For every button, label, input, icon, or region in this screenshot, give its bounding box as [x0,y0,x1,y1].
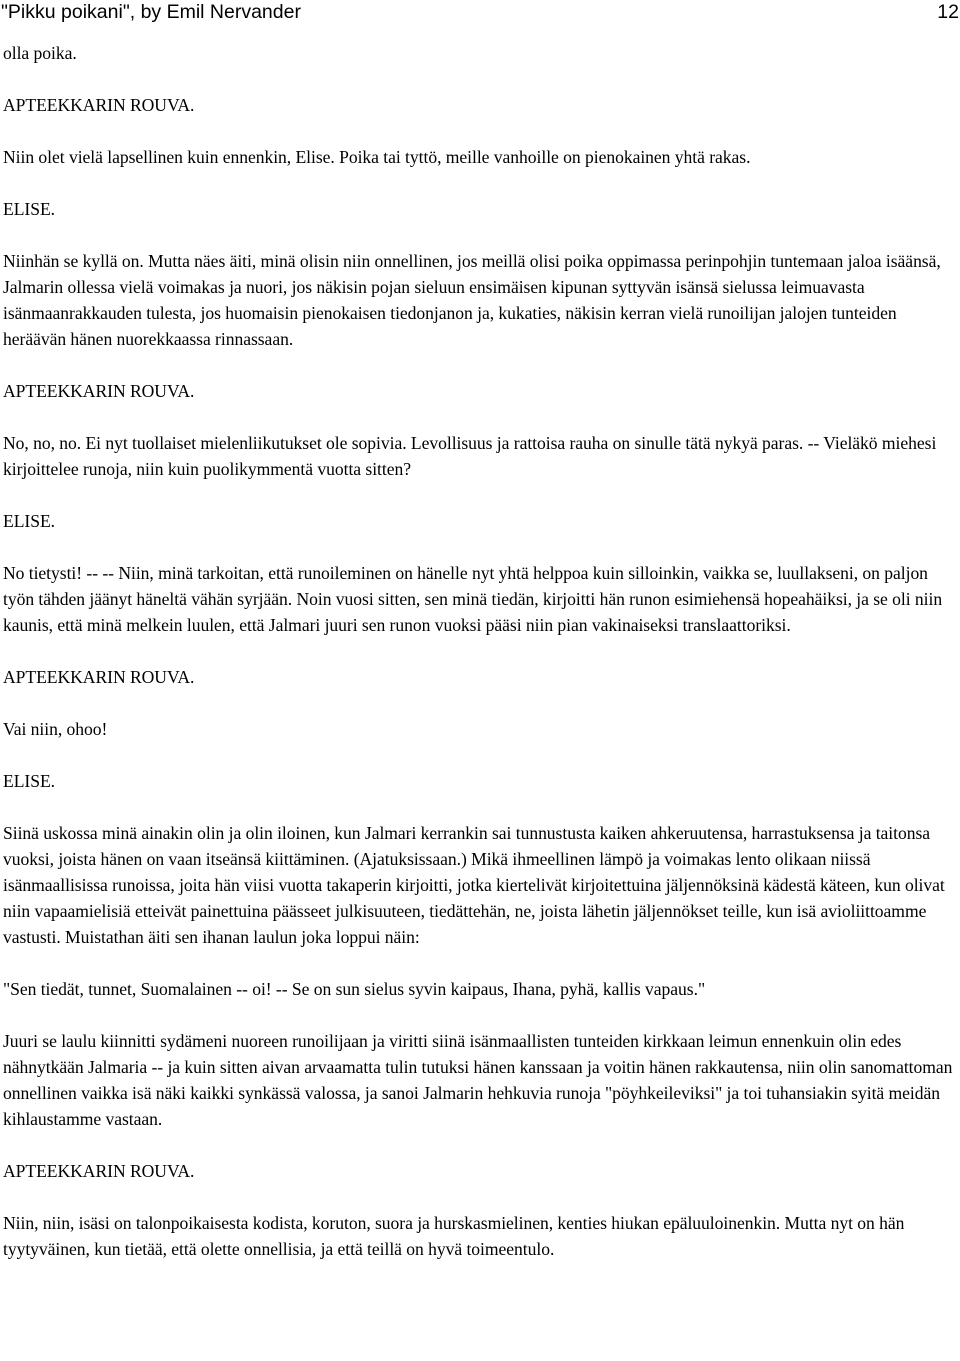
dialogue-paragraph: Juuri se laulu kiinnitti sydämeni nuoreen runoilijaan ja viritti siinä isänmaallisten tunteiden kirkkaan leimun ennenkuin olin edes nähnytkään Jalmaria -- ja kuin sitten aivan arvaamatta tulin tutuksi hänen kanssaan ja voitin hänen rakkautensa, niin olin sanomattoman onnellinen vaikka isä näki kaikki synkässä valossa, ja sanoi Jalmarin hehkuvia runoja "pöyhkeileviksi" ja toi tuhansiakin syitä meidän kihlaustamme vastaan. [3,1031,953,1129]
running-title: "Pikku poikani", by Emil Nervander [1,1,301,23]
dialogue-paragraph: Niinhän se kyllä on. Mutta näes äiti, minä olisin niin onnellinen, jos meillä olisi poika oppimassa perinpohjin tuntemaan jaloa isäänsä, Jalmarin ollessa vielä voimakas ja nuori, jos näkisin pojan sieluun ensimäisen kipunan syttyvän isänsä sielussa leimuavasta isänmaanrakkauden tulesta, jos huomaisin pienokaisen tiedonjanon ja, kukaties, näkisin kerran vielä runoilijan jalojen tunteiden heräävän hänen nuorekkaassa rinnassaan. [3,251,941,349]
speaker-label: APTEEKKARIN ROUVA. [3,95,195,115]
speaker-label: APTEEKKARIN ROUVA. [3,667,195,687]
poem-quote: "Sen tiedät, tunnet, Suomalainen -- oi! -- Se on sun sielus syvin kaipaus, Ihana, pyhä, kallis vapaus." [3,979,706,999]
dialogue-paragraph: Niin, niin, isäsi on talonpoikaisesta kodista, koruton, suora ja hurskasmielinen, kenties hiukan epäluuloinenkin. Mutta nyt on hän tyytyväinen, kun tietää, että olette onnellisia, ja että teillä on hyvä toimeentulo. [3,1213,905,1259]
text-continuation: olla poika. [3,43,77,63]
document-body [3,40,958,1262]
dialogue-paragraph: Vai niin, ohoo! [3,719,108,739]
page-header [0,0,960,26]
speaker-label: ELISE. [3,199,55,219]
speaker-label: APTEEKKARIN ROUVA. [3,381,195,401]
dialogue-paragraph: Niin olet vielä lapsellinen kuin ennenkin, Elise. Poika tai tyttö, meille vanhoille on pienokainen yhtä rakas. [3,147,751,167]
page-number: 12 [937,1,959,23]
dialogue-paragraph: No, no, no. Ei nyt tuollaiset mielenliikutukset ole sopivia. Levollisuus ja rattoisa rauha on sinulle tätä nykyä paras. -- Vieläkö miehesi kirjoittelee runoja, niin kuin puolikymmentä vuotta sitten? [3,433,937,479]
speaker-label: ELISE. [3,771,55,791]
dialogue-paragraph: Siinä uskossa minä ainakin olin ja olin iloinen, kun Jalmari kerrankin sai tunnustusta kaiken ahkeruutensa, harrastuksensa ja taitonsa vuoksi, joista hänen on vaan itseänsä kiittäminen. (Ajatuksissaan.) Mikä ihmeellinen lämpö ja voimakas lento olikaan niissä isänmaallisissa runoissa, joita hän viisi vuotta takaperin kirjoitti, jotka kiertelivät kirjoitettuina jäljennöksinä kädestä käteen, kun olivat niin vapaamielisiä etteivät painettuina päässeet julkisuuteen, tiedättehän, ne, joista lähetin jäljennökset teille, kun isä avioliittoamme vastusti. Muistathan äiti sen ihanan laulun joka loppui näin: [3,823,945,947]
speaker-label: APTEEKKARIN ROUVA. [3,1161,195,1181]
speaker-label: ELISE. [3,511,55,531]
dialogue-paragraph: No tietysti! -- -- Niin, minä tarkoitan, että runoileminen on hänelle nyt yhtä helppoa kuin silloinkin, vaikka se, luullakseni, on paljon työn tähden jäänyt häneltä vähän syrjään. Noin vuosi sitten, sen minä tiedän, kirjoitti hän runon esimiehensä hopeahäiksi, ja se oli niin kaunis, että minä melkein luulen, että Jalmari juuri sen runon vuoksi pääsi niin pian vakinaiseksi translaattoriksi. [3,563,943,635]
